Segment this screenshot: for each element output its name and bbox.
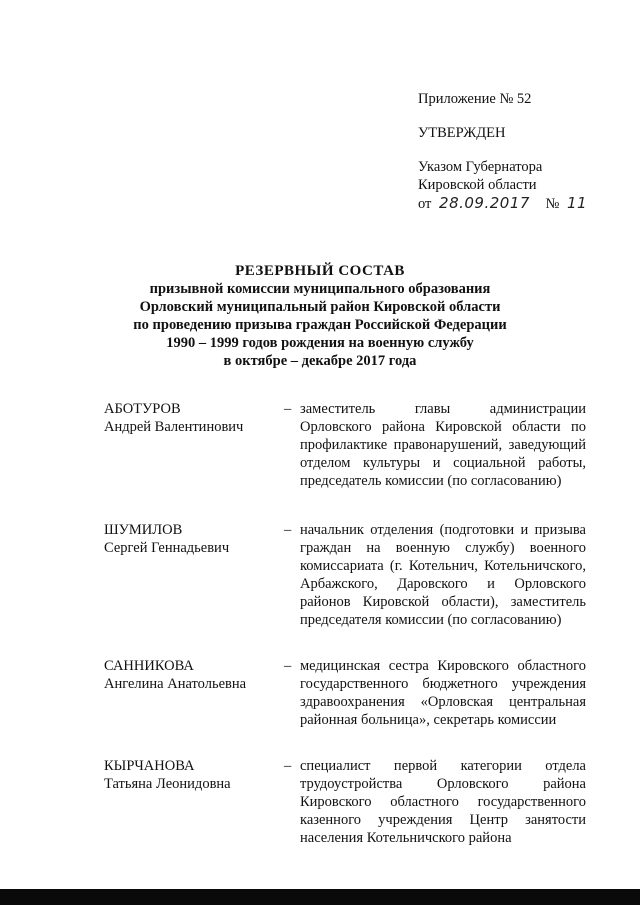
member-role: медицинская сестра Кировского областного государственного бюджетного учреждения здравоохранения «Орловская центральная районная больница», секретарь комиссии [300,658,586,728]
approved-label: УТВЕРЖДЕН [418,125,506,141]
member-dash: – [284,658,292,674]
member-surname: АБОТУРОВ [104,401,181,417]
member-role: начальник отделения (подготовки и призыва граждан на военную службу) военного комиссариата (г. Котельнич, Котельничского, Арбажского, Даровского и Орловского районов Кировской области), заместитель председателя комиссии (по согласованию) [300,522,586,628]
member-dash: – [284,758,292,774]
member-name [104,757,284,847]
decree-line-1: Указом Губернатора [418,159,543,175]
title-line-1: призывной комиссии муниципального образования [149,281,491,297]
member-entry [104,757,586,847]
member-dash: – [284,522,292,538]
document-title [0,262,640,370]
member-role: специалист первой категории отдела трудоустройства Орловского района Кировского областного государственного казенного учреждения Центр занятости населения Котельничского района [300,758,586,846]
title-line-2: Орловский муниципальный район Кировской области [139,299,501,315]
appendix-label: Приложение № 52 [418,91,532,107]
member-given-names: Татьяна Леонидовна [104,776,231,792]
member-name [104,400,284,490]
member-role: заместитель главы администрации Орловского района Кировской области по профилактике правонарушений, заведующий отделом культуры и социальной работы, председатель комиссии (по согласованию) [300,401,586,489]
member-dash: – [284,401,292,417]
date-prefix: от [418,196,432,212]
member-given-names: Ангелина Анатольевна [104,676,247,692]
member-given-names: Сергей Геннадьевич [104,540,230,556]
member-name [104,521,284,629]
decree-line-2: Кировской области [418,177,537,193]
member-given-names: Андрей Валентинович [104,419,244,435]
title-main: РЕЗЕРВНЫЙ СОСТАВ [235,263,405,279]
member-entry [104,521,586,629]
member-name [104,657,284,729]
title-line-3: по проведению призыва граждан Российской Федерации [133,317,507,333]
member-surname: КЫРЧАНОВА [104,758,195,774]
decree-date-line [418,194,587,213]
number-prefix: № [545,196,560,212]
handwritten-number: 11 [567,194,588,212]
handwritten-date: 28.09.2017 [439,194,530,212]
member-entry [104,657,586,729]
member-surname: ШУМИЛОВ [104,522,183,538]
title-line-5: в октябре – декабре 2017 года [223,353,417,369]
approval-block [418,90,587,213]
scan-edge-bar [0,889,640,905]
member-entry [104,400,586,490]
members-list [104,400,586,847]
title-line-4: 1990 – 1999 годов рождения на военную службу [166,335,474,351]
member-surname: САННИКОВА [104,658,194,674]
